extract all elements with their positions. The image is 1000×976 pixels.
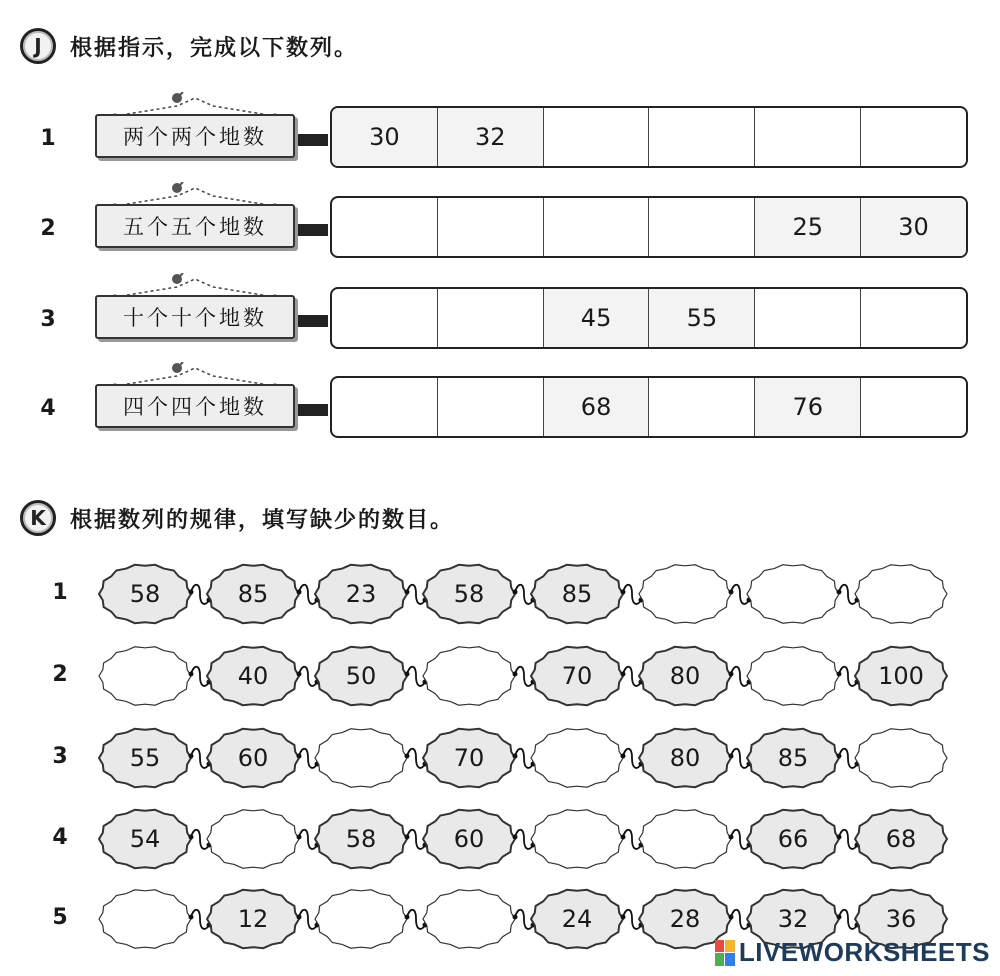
j-blank-answer-cell[interactable] [438,289,544,347]
k-row-number: 2 [52,662,68,687]
j-instruction-sign [95,102,300,160]
section-j-badge: J [20,28,56,64]
k-bubble-value: 85 [237,580,269,608]
k-bubble-value [203,805,303,873]
k-bubble-value: 23 [345,580,377,608]
sign-connector [298,404,328,416]
k-given-number-bubble [851,805,951,873]
k-given-number-bubble [95,724,195,792]
logo-square-1 [715,940,725,953]
j-blank-answer-cell[interactable] [332,378,438,436]
section-j-title: 根据指示，完成以下数列。 [70,35,359,61]
j-instruction-label: 五个五个地数 [95,204,295,248]
k-bubble-value: 60 [453,825,485,853]
k-given-number-bubble [635,724,735,792]
k-given-number-bubble [527,885,627,953]
k-bubble-value: 40 [237,662,269,690]
j-blank-answer-cell[interactable] [438,378,544,436]
j-blank-answer-cell[interactable] [861,289,966,347]
k-bubble-value: 58 [453,580,485,608]
section-k-badge: K [20,500,56,536]
k-bubble-value: 24 [561,905,593,933]
k-bubble-value [635,805,735,873]
k-bubble-value: 32 [777,905,809,933]
j-number-strip [330,287,968,349]
liveworksheets-logo-icon [715,940,735,966]
section-k-title: 根据数列的规律，填写缺少的数目。 [70,507,455,533]
j-blank-answer-cell[interactable] [649,108,755,166]
k-given-number-bubble [203,724,303,792]
k-bubble-value: 100 [878,662,924,690]
k-given-number-bubble [95,805,195,873]
j-given-number: 30 [332,108,438,166]
k-given-number-bubble [419,724,519,792]
k-bubble-value [419,885,519,953]
k-bubble-value: 80 [669,744,701,772]
k-sequence-chain [95,805,965,877]
k-given-number-bubble [635,642,735,710]
j-instruction-sign [95,283,300,341]
j-blank-answer-cell[interactable] [861,108,966,166]
sign-connector [298,134,328,146]
k-bubble-value: 28 [669,905,701,933]
j-given-number: 30 [861,198,966,256]
j-given-number: 25 [755,198,861,256]
j-blank-answer-cell[interactable] [544,108,650,166]
j-blank-answer-cell[interactable] [861,378,966,436]
sign-connector [298,315,328,327]
k-bubble-value [743,560,843,628]
k-bubble-value: 60 [237,744,269,772]
j-blank-answer-cell[interactable] [438,198,544,256]
k-given-number-bubble [743,805,843,873]
k-given-number-bubble [419,805,519,873]
j-given-number: 76 [755,378,861,436]
logo-square-4 [725,953,735,966]
section-j-header [20,28,358,64]
j-row-number: 1 [40,126,56,151]
k-given-number-bubble [311,642,411,710]
k-sequence-chain [95,724,965,796]
k-bubble-value [527,724,627,792]
k-blank-answer-bubble[interactable] [635,805,735,873]
j-number-strip [330,196,968,258]
k-given-number-bubble [203,560,303,628]
k-bubble-value [419,642,519,710]
k-blank-answer-bubble[interactable] [95,885,195,953]
k-blank-answer-bubble[interactable] [203,805,303,873]
j-given-number: 45 [544,289,650,347]
j-row-number: 3 [40,307,56,332]
j-blank-answer-cell[interactable] [544,198,650,256]
k-bubble-value: 58 [129,580,161,608]
k-bubble-value: 55 [129,744,161,772]
j-instruction-sign [95,192,300,250]
k-blank-answer-bubble[interactable] [527,724,627,792]
j-row-number: 4 [40,396,56,421]
k-bubble-value: 58 [345,825,377,853]
k-blank-answer-bubble[interactable] [743,560,843,628]
liveworksheets-watermark [715,937,990,968]
j-blank-answer-cell[interactable] [755,108,861,166]
k-bubble-value: 50 [345,662,377,690]
k-bubble-value [851,560,951,628]
j-blank-answer-cell[interactable] [332,198,438,256]
j-instruction-label: 两个两个地数 [95,114,295,158]
k-row-number: 3 [52,744,68,769]
j-number-strip [330,376,968,438]
k-blank-answer-bubble[interactable] [95,642,195,710]
k-row-number: 1 [52,580,68,605]
k-bubble-value [527,805,627,873]
k-bubble-value [95,642,195,710]
logo-square-2 [725,940,735,953]
k-given-number-bubble [527,560,627,628]
k-blank-answer-bubble[interactable] [419,642,519,710]
k-bubble-value: 66 [777,825,809,853]
k-bubble-value [635,560,735,628]
j-number-strip [330,106,968,168]
k-bubble-value [95,885,195,953]
j-blank-answer-cell[interactable] [332,289,438,347]
k-bubble-value: 54 [129,825,161,853]
k-bubble-value: 36 [885,905,917,933]
j-blank-answer-cell[interactable] [649,198,755,256]
k-given-number-bubble [203,642,303,710]
k-bubble-value: 85 [561,580,593,608]
k-bubble-value [743,642,843,710]
k-given-number-bubble [743,724,843,792]
j-instruction-sign [95,372,300,430]
j-given-number: 55 [649,289,755,347]
j-blank-answer-cell[interactable] [649,378,755,436]
k-blank-answer-bubble[interactable] [635,560,735,628]
k-bubble-value: 70 [561,662,593,690]
k-blank-answer-bubble[interactable] [743,642,843,710]
k-bubble-value: 70 [453,744,485,772]
k-bubble-value [311,885,411,953]
watermark-text: LIVEWORKSHEETS [738,937,990,967]
k-bubble-value: 68 [885,825,917,853]
section-k-header [20,500,454,536]
k-bubble-value: 80 [669,662,701,690]
k-blank-answer-bubble[interactable] [851,560,951,628]
j-row-number: 2 [40,216,56,241]
k-bubble-value [311,724,411,792]
k-bubble-value: 12 [237,905,269,933]
k-row-number: 4 [52,825,68,850]
k-bubble-value: 85 [777,744,809,772]
k-blank-answer-bubble[interactable] [311,885,411,953]
k-sequence-chain [95,560,965,632]
j-given-number: 68 [544,378,650,436]
k-given-number-bubble [419,560,519,628]
k-given-number-bubble [95,560,195,628]
k-given-number-bubble [203,885,303,953]
k-bubble-value [851,724,951,792]
j-instruction-label: 四个四个地数 [95,384,295,428]
k-row-number: 5 [52,905,68,930]
k-given-number-bubble [311,805,411,873]
k-sequence-chain [95,642,965,714]
j-blank-answer-cell[interactable] [755,289,861,347]
k-blank-answer-bubble[interactable] [311,724,411,792]
k-given-number-bubble [311,560,411,628]
k-blank-answer-bubble[interactable] [527,805,627,873]
k-blank-answer-bubble[interactable] [851,724,951,792]
k-given-number-bubble [527,642,627,710]
sign-connector [298,224,328,236]
k-given-number-bubble [851,642,951,710]
j-instruction-label: 十个十个地数 [95,295,295,339]
j-given-number: 32 [438,108,544,166]
logo-square-3 [715,953,725,966]
k-blank-answer-bubble[interactable] [419,885,519,953]
